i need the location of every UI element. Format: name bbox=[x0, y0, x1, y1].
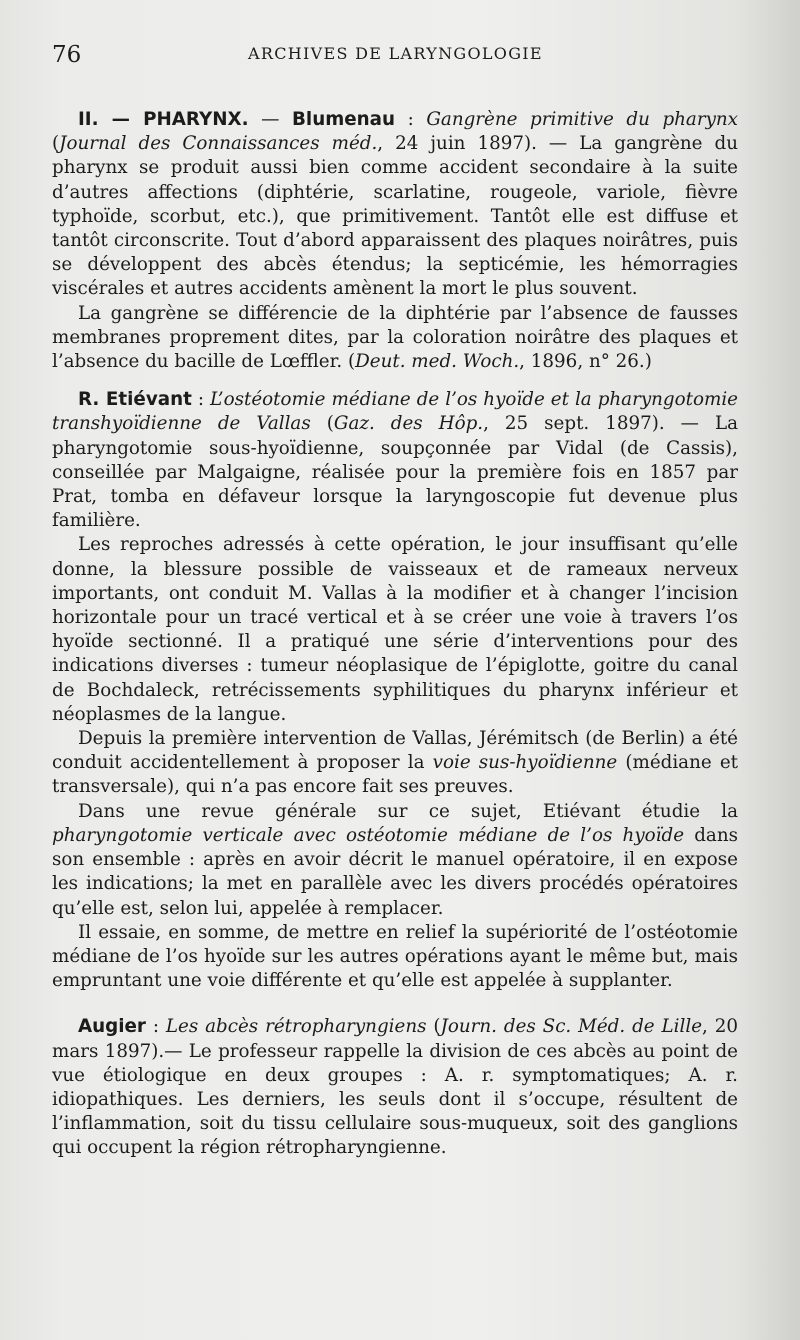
citation-journal: Deut. med. Woch. bbox=[355, 351, 520, 373]
entry-author: Blumenau bbox=[292, 109, 396, 130]
paragraph-text: Depuis la première intervention de Vallas, Jérémitsch (de Berlin) a été conduit accidentellement à proposer la bbox=[52, 728, 738, 774]
entry-journal: Journ. des Sc. Méd. de Lille bbox=[440, 1016, 703, 1038]
author-separator: — bbox=[248, 109, 292, 130]
colon: : bbox=[395, 109, 427, 130]
entry-text: La pharyngotomie sous-hyoïdienne, soupçonnée par Vidal (de Cassis), conseillée par Malgaigne, réalisée pour la première fois en 1857 par Prat, tomba en défaveur lorsque la laryngoscopie fut devenue plus familière. bbox=[52, 413, 738, 532]
source-open: ( bbox=[310, 413, 334, 435]
entry-augier bbox=[52, 1015, 738, 1160]
entry-title: Gangrène primitive du pharynx bbox=[426, 109, 738, 130]
source-date: , 20 mars 1897).— bbox=[52, 1016, 738, 1062]
paragraph: Il essaie, en somme, de mettre en relief la supériorité de l’ostéotomie médiane de l’os hyoïde sur les autres opérations ayant le même but, mais empruntant une voie différente et qu’elle est appelée à supplanter. bbox=[52, 921, 738, 992]
paragraph bbox=[52, 800, 738, 921]
paragraph-text: Dans une revue générale sur ce sujet, Etiévant étudie la bbox=[78, 800, 738, 822]
entry-blumenau bbox=[52, 108, 738, 302]
source-open: ( bbox=[426, 1016, 441, 1038]
paragraph bbox=[52, 302, 738, 375]
section-heading: II. — PHARYNX. bbox=[78, 109, 249, 130]
emphasis: voie sus-hyoïdienne bbox=[432, 752, 618, 774]
paragraph bbox=[52, 727, 738, 800]
colon: : bbox=[145, 1016, 166, 1038]
page-header bbox=[52, 42, 760, 74]
running-title: ARCHIVES DE LARYNGOLOGIE bbox=[248, 44, 543, 63]
entry-etievant bbox=[52, 388, 738, 533]
paragraph-text: (médiane et transversale), qui n’a pas encore fait ses preuves. bbox=[52, 752, 738, 798]
page-number: 76 bbox=[52, 42, 82, 68]
source-date: , 24 juin 1897). — bbox=[377, 133, 580, 155]
entry-author: R. Etiévant bbox=[78, 389, 192, 411]
article-body bbox=[52, 108, 738, 1161]
entry-title: L’ostéotomie médiane de l’os hyoïde et la pharyngotomie transhyoïdienne de Vallas bbox=[52, 389, 738, 435]
entry-title: Les abcès rétropharyngiens bbox=[165, 1016, 427, 1038]
entry-author: Augier bbox=[78, 1016, 146, 1038]
entry-text: Le professeur rappelle la division de ces abcès au point de vue étiologique en deux groupes : A. r. symptomatiques; A. r. idiopathiques. Les derniers, les seuls dont il s’occupe, résultent de l’inflammation, soit du tissu cellulaire sous-muqueux, soit des ganglions qui occupent la région rétropharyngienne. bbox=[52, 1040, 739, 1159]
paragraph: Les reproches adressés à cette opération, le jour insuffisant qu’elle donne, la blessure possible de vaisseaux et de rameaux nerveux importants, ont conduit M. Vallas à la modifier et à changer l’incision horizontale pour un tracé vertical et à se créer une voie à travers l’os hyoïde sectionné. Il a pratiqué une série d’interventions pour des indications diverses : tumeur néoplasique de l’épiglotte, goitre du canal de Bochdaleck, retrécissements syphilitiques du pharynx inférieur et néoplasmes de la langue. bbox=[52, 534, 738, 725]
paragraph-text: dans son ensemble : après en avoir décrit le manuel opératoire, il en expose les indications; la met en parallèle avec les divers procédés opératoires qu’elle est, selon lui, appelée à remplacer. bbox=[52, 824, 738, 919]
entry-journal: Gaz. des Hôp. bbox=[333, 413, 484, 435]
source-date: , 25 sept. 1897). — bbox=[483, 413, 715, 435]
emphasis: pharyngotomie verticale avec ostéotomie médiane de l’os hyoïde bbox=[52, 824, 685, 846]
paragraph-text: La gangrène se différencie de la diphtérie par l’absence de fausses membranes proprement dites, par la coloration noirâtre des plaques et l’absence du bacille de Lœffler. ( bbox=[52, 302, 738, 373]
entry-text: La gangrène du pharynx se produit aussi bien comme accident secondaire à la suite d’autres affections (diphtérie, scarlatine, rougeole, variole, fièvre typhoïde, scorbut, etc.), que primitivement. Tantôt elle est diffuse et tantôt circonscrite. Tout d’abord apparaissent des plaques noirâtres, puis se développent des abcès étendus; la septicémie, les hémorragies viscérales et autres accidents amènent la mort le plus souvent. bbox=[52, 133, 738, 300]
entry-journal: Journal des Connaissances méd. bbox=[59, 133, 378, 155]
colon: : bbox=[191, 389, 211, 411]
source-open: ( bbox=[52, 133, 60, 155]
citation-tail: , 1896, n° 26.) bbox=[519, 351, 652, 373]
